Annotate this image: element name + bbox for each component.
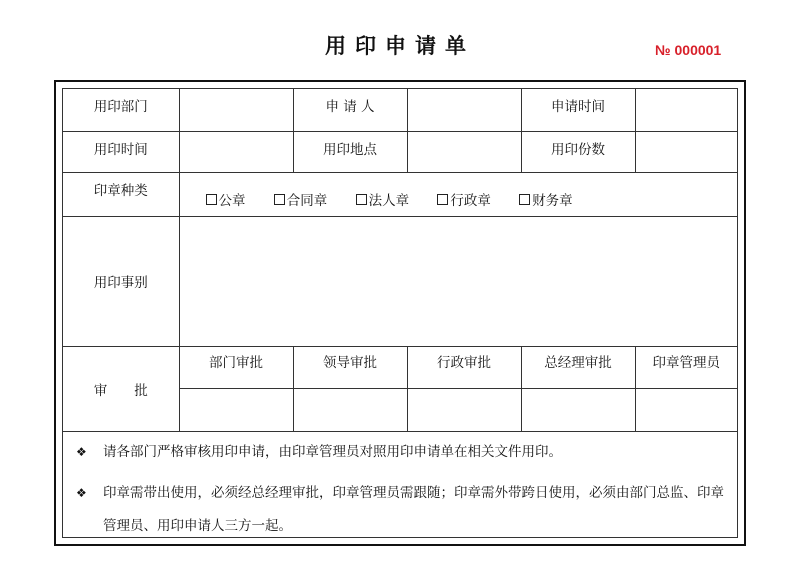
note-item: ❖ 请各部门严格审核用印申请，由印章管理员对照用印申请单在相关文件用印。 — [76, 444, 562, 460]
seal-type-label: 印章种类 — [63, 172, 179, 216]
applicant-label: 申 请 人 — [293, 89, 407, 131]
approval-sign-gm[interactable] — [521, 388, 635, 431]
checkbox-icon[interactable] — [519, 194, 530, 205]
apply-time-field[interactable] — [635, 89, 737, 131]
approval-col-seal-manager: 印章管理员 — [635, 346, 737, 388]
seal-option-faren[interactable]: 法人章 — [356, 189, 410, 209]
approval-sign-seal-manager[interactable] — [635, 388, 737, 431]
seal-type-options — [179, 172, 737, 216]
serial-number: № 000001 — [655, 42, 722, 58]
form-inner-frame — [62, 88, 738, 538]
checkbox-icon[interactable] — [437, 194, 448, 205]
form-outer-frame — [54, 80, 746, 546]
note-item: ❖ 印章需带出使用，必须经总经理审批，印章管理员需跟随；印章需外带跨日使用，必须由部门总监、印章管理员、用印申请人三方一起。 — [63, 477, 737, 543]
copies-field[interactable] — [635, 131, 737, 172]
approval-label: 审 批 — [63, 346, 179, 431]
purpose-field[interactable] — [179, 216, 737, 346]
dept-field[interactable] — [179, 89, 293, 131]
checkbox-icon[interactable] — [206, 194, 217, 205]
form-title: 用印申请单 — [325, 34, 475, 58]
apply-time-label: 申请时间 — [521, 89, 635, 131]
dept-label: 用印部门 — [63, 89, 179, 131]
use-time-field[interactable] — [179, 131, 293, 172]
approval-sign-leader[interactable] — [293, 388, 407, 431]
location-label: 用印地点 — [293, 131, 407, 172]
seal-option-hetong[interactable]: 合同章 — [274, 189, 328, 209]
seal-option-xingzheng[interactable]: 行政章 — [437, 189, 491, 209]
notes-section — [63, 431, 737, 543]
seal-option-caiwu[interactable]: 财务章 — [519, 189, 573, 209]
approval-col-gm: 总经理审批 — [521, 346, 635, 388]
applicant-field[interactable] — [407, 89, 521, 131]
diamond-bullet-icon: ❖ — [76, 445, 87, 459]
purpose-label: 用印事别 — [63, 216, 179, 346]
seal-option-gongzhang[interactable]: 公章 — [206, 189, 246, 209]
approval-sign-dept[interactable] — [179, 388, 293, 431]
seal-application-table — [63, 89, 737, 432]
copies-label: 用印份数 — [521, 131, 635, 172]
approval-sign-admin[interactable] — [407, 388, 521, 431]
approval-col-dept: 部门审批 — [179, 346, 293, 388]
checkbox-icon[interactable] — [356, 194, 367, 205]
use-time-label: 用印时间 — [63, 131, 179, 172]
diamond-bullet-icon: ❖ — [76, 486, 87, 500]
approval-col-leader: 领导审批 — [293, 346, 407, 388]
location-field[interactable] — [407, 131, 521, 172]
checkbox-icon[interactable] — [274, 194, 285, 205]
approval-col-admin: 行政审批 — [407, 346, 521, 388]
